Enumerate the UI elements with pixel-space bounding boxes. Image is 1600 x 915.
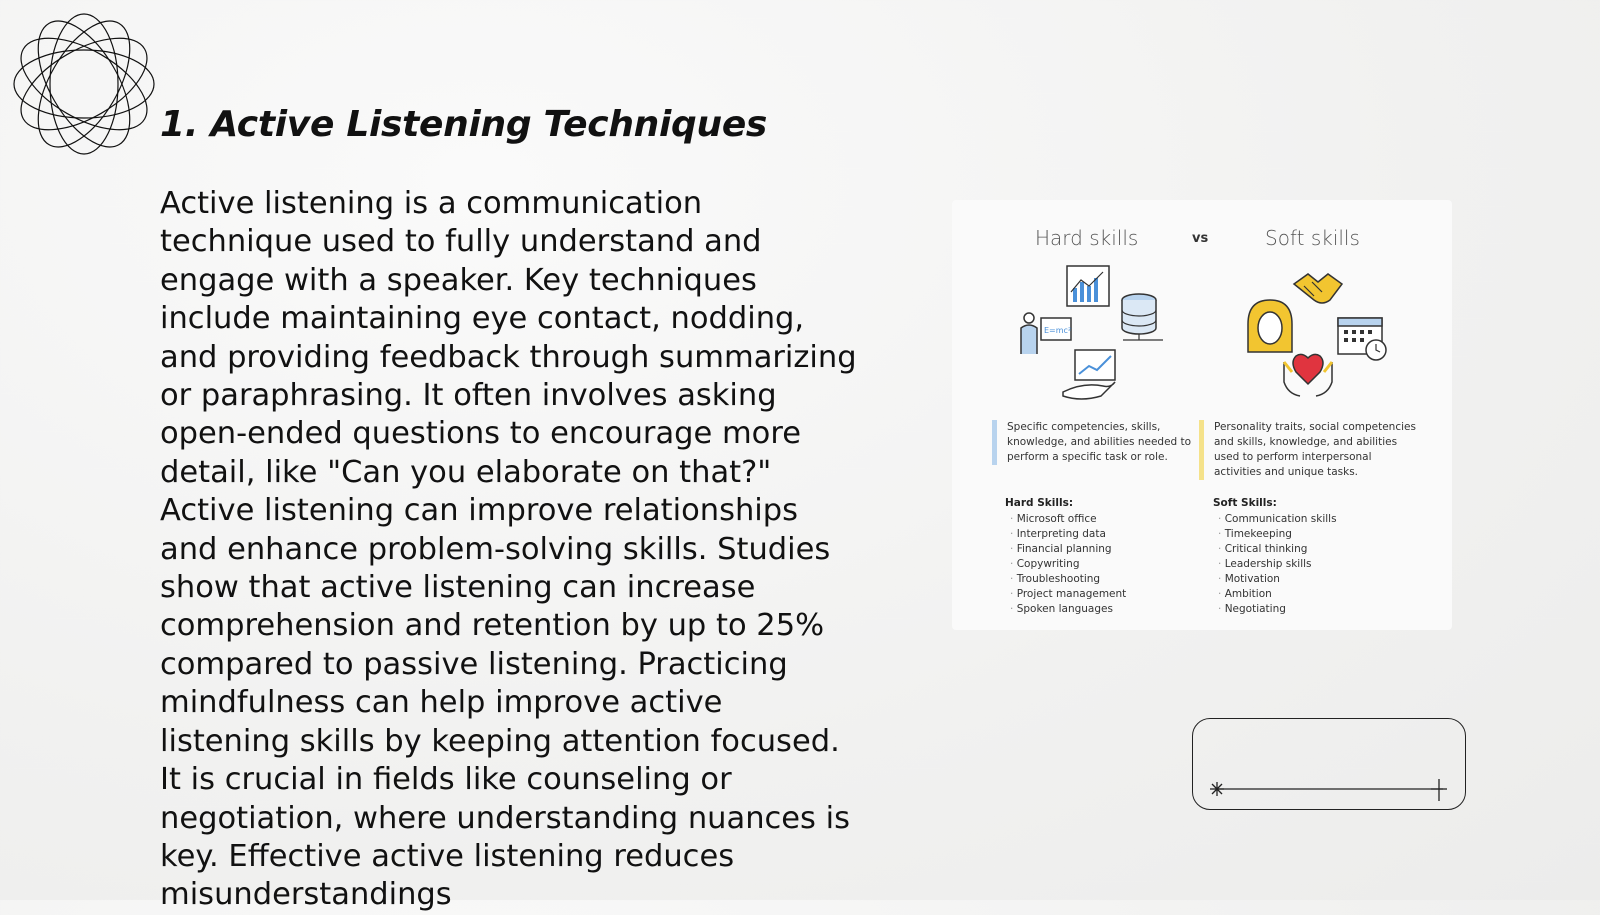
chart-icon [1067, 266, 1109, 306]
soft-skills-list-title: Soft Skills: [1213, 497, 1277, 509]
list-item: · Troubleshooting [1010, 572, 1126, 587]
skills-infographic [952, 200, 1452, 630]
list-item: · Financial planning [1010, 542, 1126, 557]
slide-title: 1. Active Listening Techniques [160, 104, 768, 145]
hard-skills-list [1010, 512, 1126, 617]
list-item: · Copywriting [1010, 557, 1126, 572]
orbit-logo-icon [10, 10, 158, 158]
hand-chart-icon [1063, 350, 1115, 399]
calendar-clock-icon [1338, 318, 1386, 360]
list-item: · Timekeeping [1218, 527, 1337, 542]
soft-skills-list [1218, 512, 1337, 617]
hard-skills-heading: Hard skills [1035, 226, 1139, 250]
hard-skills-description: Specific competencies, skills, knowledge, and abilities needed to perform a specific task or role. [992, 420, 1212, 465]
hard-skills-list-title: Hard Skills: [1005, 497, 1074, 509]
decorative-frame [1192, 718, 1466, 810]
hands-heart-icon [1284, 354, 1332, 396]
list-item: · Project management [1010, 587, 1126, 602]
list-item: · Spoken languages [1010, 602, 1126, 617]
database-icon [1122, 294, 1163, 340]
head-icon [1248, 300, 1292, 352]
soft-skills-description: Personality traits, social competencies and skills, knowledge, and abilities used to perform interpersonal activities and unique tasks. [1199, 420, 1419, 480]
plus-star-icon [1431, 779, 1447, 801]
soft-skills-heading: Soft skills [1265, 226, 1360, 250]
soft-skills-illustration [1242, 262, 1392, 412]
svg-text:E=mc²: E=mc² [1044, 326, 1072, 335]
list-item: · Microsoft office [1010, 512, 1126, 527]
frame-line [1193, 719, 1465, 809]
slide-body-text: Active listening is a communication technique used to fully understand and engage with a speaker. Key techniques include maintaining eye contact, nodding, and providing feedback through summarizing or paraphrasing. It often involves asking open-ended questions to encourage more detail, like "Can you elaborate on that?" Active listening can improve relationships and enhance problem-solving skills. Studies show that active listening can increase comprehension and retention by up to 25% compared to passive listening. Practicing mindfulness can help improve active listening skills by keeping attention focused. It is crucial in fields like counseling or negotiation, where understanding nuances is key. Effective active listening reduces misunderstandings [160, 186, 857, 913]
sparkle-icon [1210, 782, 1224, 796]
person-board-icon [1021, 313, 1071, 354]
list-item: · Interpreting data [1010, 527, 1126, 542]
vs-label: vs [1192, 231, 1209, 246]
handshake-icon [1294, 274, 1342, 303]
list-item: · Communication skills [1218, 512, 1337, 527]
list-item: · Ambition [1218, 587, 1337, 602]
list-item: · Motivation [1218, 572, 1337, 587]
list-item: · Critical thinking [1218, 542, 1337, 557]
list-item: · Negotiating [1218, 602, 1337, 617]
hard-skills-illustration [1017, 262, 1167, 412]
list-item: · Leadership skills [1218, 557, 1337, 572]
